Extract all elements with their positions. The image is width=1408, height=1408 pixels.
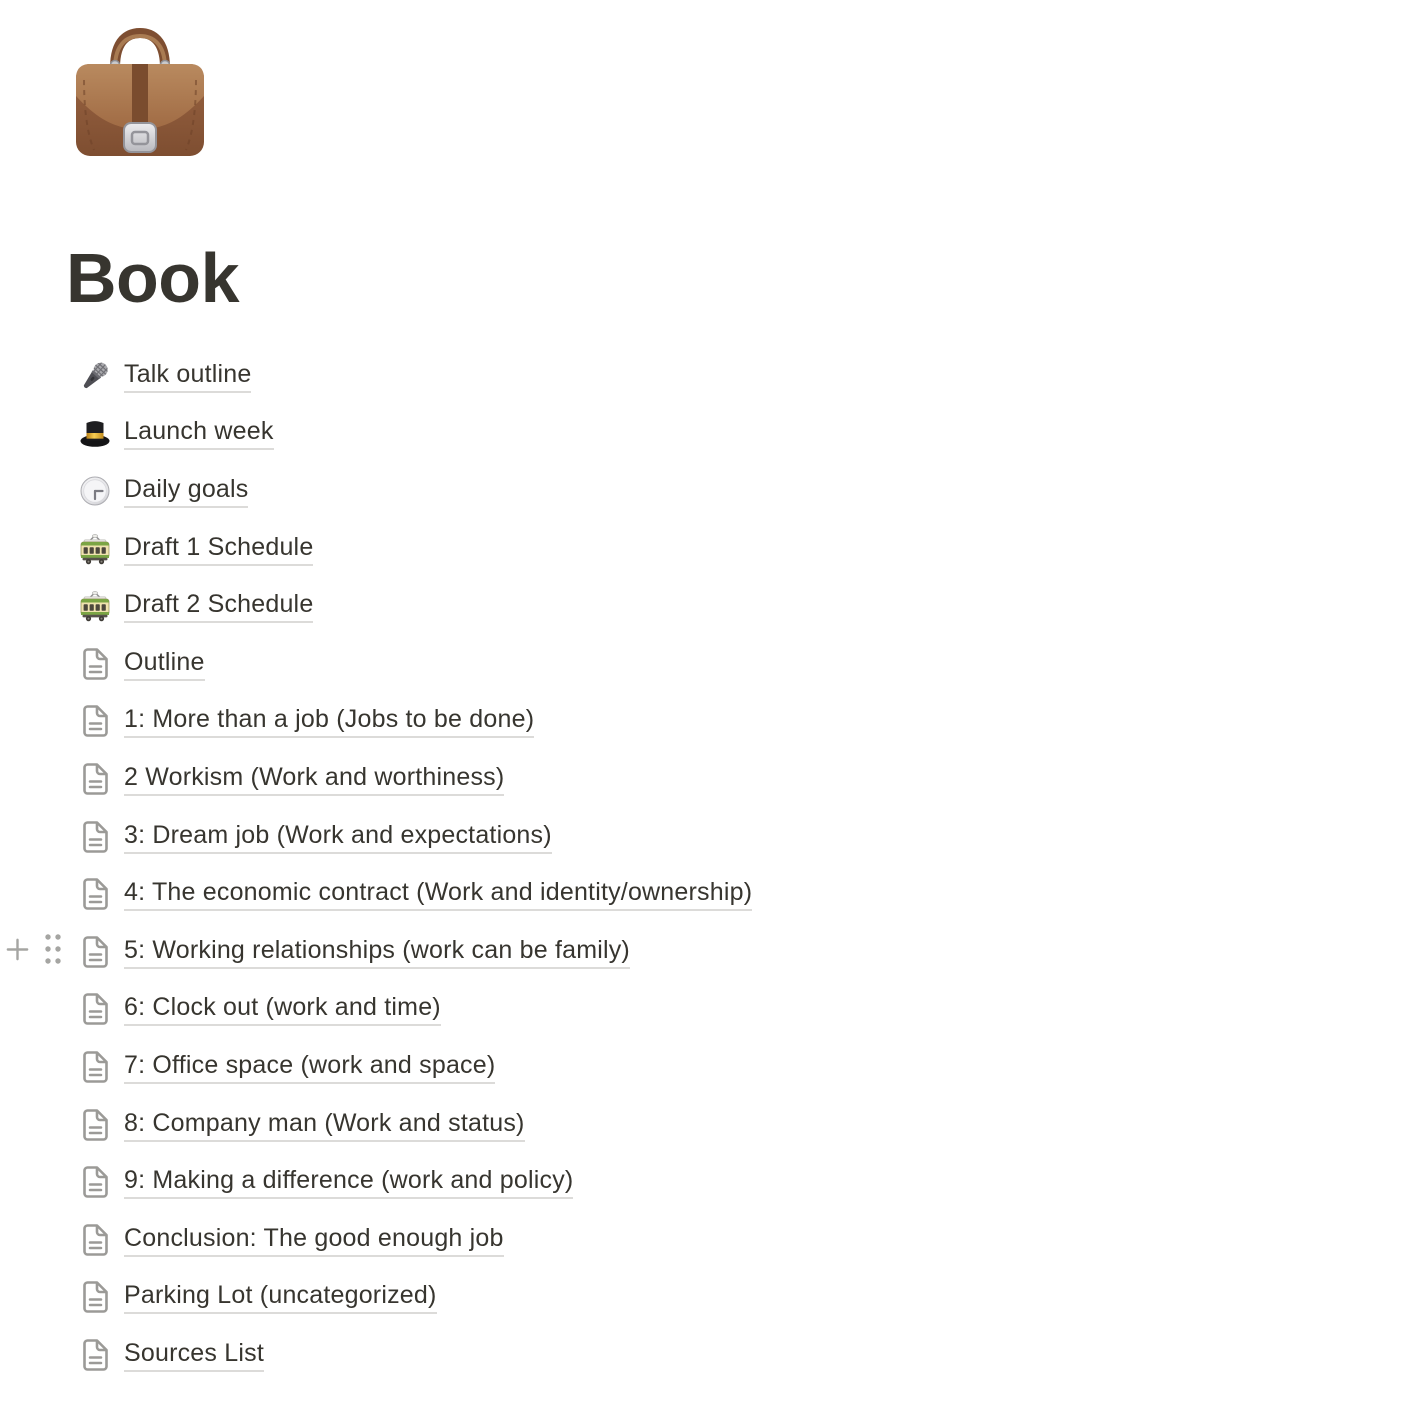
child-page-row[interactable] [0,693,1408,751]
child-page-link[interactable]: Draft 1 Schedule [124,532,313,566]
child-page-row[interactable] [0,865,1408,923]
child-page-row[interactable] [0,347,1408,405]
child-page-row[interactable] [0,1038,1408,1096]
child-page-link[interactable]: Talk outline [124,359,251,393]
child-page-row[interactable] [0,577,1408,635]
child-page-link[interactable]: 9: Making a difference (work and policy) [124,1165,573,1199]
tram-icon [76,530,114,568]
page-icon [76,1278,114,1316]
page-icon [76,1221,114,1259]
child-page-link[interactable]: 1: More than a job (Jobs to be done) [124,704,534,738]
child-page-row[interactable] [0,923,1408,981]
page-icon [76,933,114,971]
page-icon [76,990,114,1028]
child-page-link[interactable]: Draft 2 Schedule [124,589,313,623]
page-title[interactable]: Book [66,239,239,317]
child-page-link[interactable]: 4: The economic contract (Work and identity/ownership) [124,877,752,911]
child-page-link[interactable]: Outline [124,647,205,681]
page-icon [76,1106,114,1144]
child-page-row[interactable] [0,405,1408,463]
page-icon [76,702,114,740]
child-page-link[interactable]: Sources List [124,1338,264,1372]
child-page-link[interactable]: 8: Company man (Work and status) [124,1108,525,1142]
child-page-row[interactable] [0,1153,1408,1211]
child-page-link[interactable]: 7: Office space (work and space) [124,1050,495,1084]
page-icon [76,1163,114,1201]
briefcase-icon[interactable] [70,24,210,164]
drag-handle-icon [42,931,64,972]
child-page-row[interactable] [0,750,1408,808]
page-icon [76,645,114,683]
child-page-row[interactable] [0,808,1408,866]
add-block-button[interactable] [4,936,31,968]
child-page-link[interactable]: Parking Lot (uncategorized) [124,1280,437,1314]
child-page-row[interactable] [0,1096,1408,1154]
child-page-row[interactable] [0,462,1408,520]
tram-icon [76,587,114,625]
page-icon [76,1048,114,1086]
drag-handle[interactable] [42,931,64,972]
top-hat-icon [76,414,114,452]
microphone-icon [76,357,114,395]
plus-icon [4,936,31,968]
page-icon [76,760,114,798]
child-page-row[interactable] [0,635,1408,693]
child-page-row[interactable] [0,1269,1408,1327]
child-page-link[interactable]: 5: Working relationships (work can be family) [124,935,630,969]
child-page-link[interactable]: Daily goals [124,474,248,508]
child-page-link[interactable]: 6: Clock out (work and time) [124,992,441,1026]
clock-icon [76,472,114,510]
block-hover-controls [4,923,64,981]
child-page-row[interactable] [0,1211,1408,1269]
child-page-link[interactable]: 3: Dream job (Work and expectations) [124,820,552,854]
child-page-link[interactable]: Conclusion: The good enough job [124,1223,504,1257]
child-page-row[interactable] [0,981,1408,1039]
child-page-row[interactable] [0,1326,1408,1384]
page-icon [76,818,114,856]
child-page-row[interactable] [0,520,1408,578]
child-page-link[interactable]: Launch week [124,416,274,450]
page-icon [76,875,114,913]
page-icon [76,1336,114,1374]
child-page-link[interactable]: 2 Workism (Work and worthiness) [124,762,504,796]
child-page-list [0,347,1408,1384]
